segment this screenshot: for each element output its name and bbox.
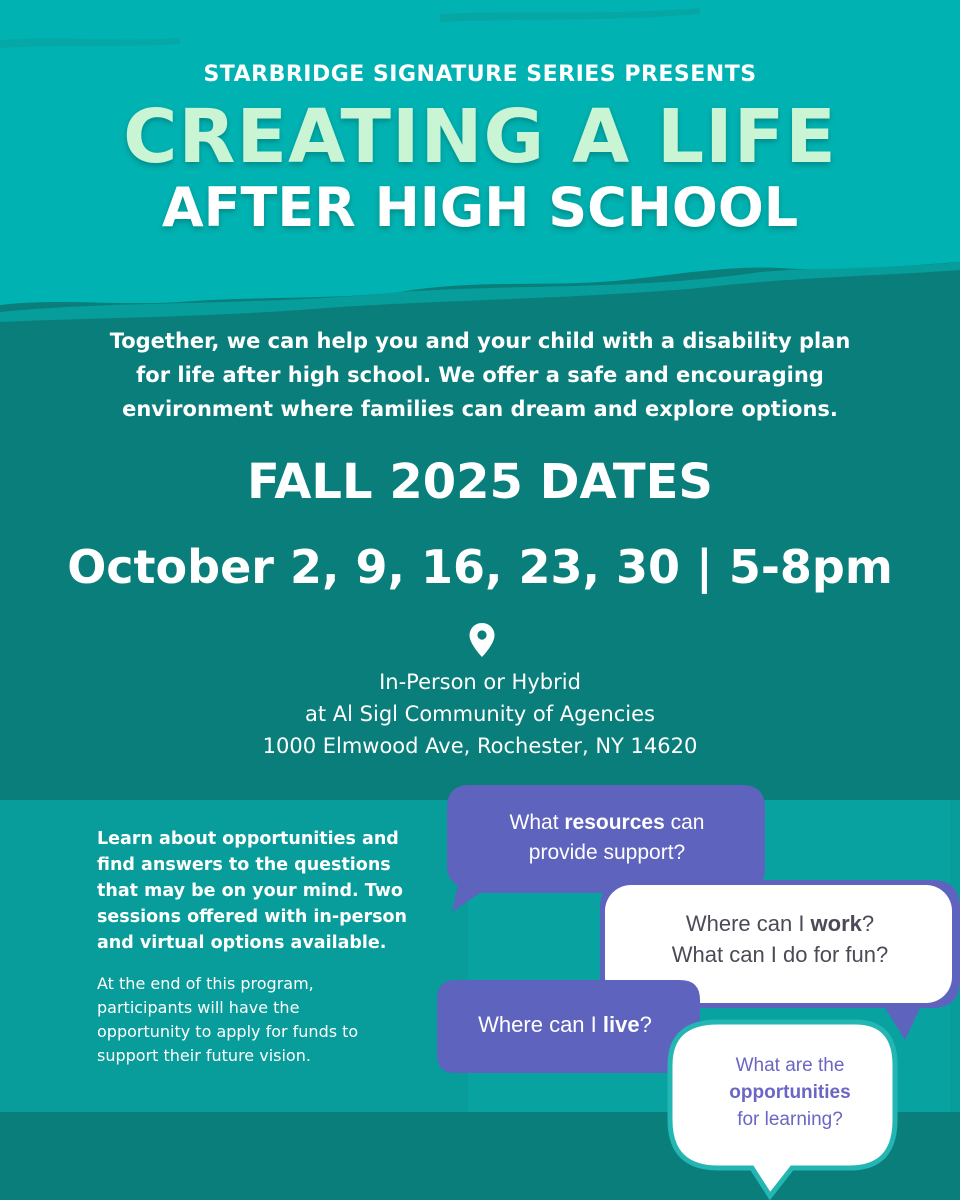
- learn-line: find answers to the questions: [97, 855, 391, 875]
- bubble-keyword: live: [602, 1012, 640, 1037]
- location-mode: In-Person or Hybrid: [379, 670, 581, 694]
- headline-line-1: CREATING A LIFE: [123, 94, 837, 180]
- learn-paragraph: [97, 826, 427, 956]
- dates-schedule: October 2, 9, 16, 23, 30 | 5-8pm: [67, 540, 893, 594]
- intro-line: environment where families can dream and explore options.: [122, 397, 838, 421]
- intro-line: Together, we can help you and your child with a disability plan: [109, 329, 851, 353]
- bubble-keyword: opportunities: [729, 1082, 851, 1103]
- bubble-resources-text: What resources can provide support?: [509, 811, 705, 864]
- end-of-program-note: [97, 972, 407, 1068]
- end-note-line: support their future vision.: [97, 1046, 311, 1065]
- series-eyebrow: STARBRIDGE SIGNATURE SERIES PRESENTS: [203, 62, 757, 87]
- learn-line: and virtual options available.: [97, 933, 387, 953]
- headline-line-2: AFTER HIGH SCHOOL: [161, 176, 799, 239]
- location-address: 1000 Elmwood Ave, Rochester, NY 14620: [262, 734, 698, 758]
- learn-line: that may be on your mind. Two: [97, 881, 403, 901]
- map-pin-icon: [468, 622, 496, 658]
- end-note-line: opportunity to apply for funds to: [97, 1022, 359, 1041]
- bubble-live-text: Where can I live?: [478, 1012, 652, 1037]
- bubble-work-text: Where can I work? What can I do for fun?: [671, 911, 889, 967]
- learn-line: Learn about opportunities and: [97, 829, 399, 849]
- intro-line: for life after high school. We offer a safe and encouraging: [136, 363, 824, 387]
- bubble-keyword: work: [810, 911, 862, 936]
- learn-line: sessions offered with in-person: [97, 907, 408, 927]
- bubble-keyword: resources: [564, 811, 665, 834]
- end-note-line: At the end of this program,: [97, 974, 314, 993]
- intro-paragraph: [60, 324, 900, 426]
- bubble-learning-text: What are the opportunities for learning?: [729, 1055, 851, 1130]
- location-venue: at Al Sigl Community of Agencies: [305, 702, 655, 726]
- dates-heading: FALL 2025 DATES: [247, 454, 713, 510]
- end-note-line: participants will have the: [97, 998, 300, 1017]
